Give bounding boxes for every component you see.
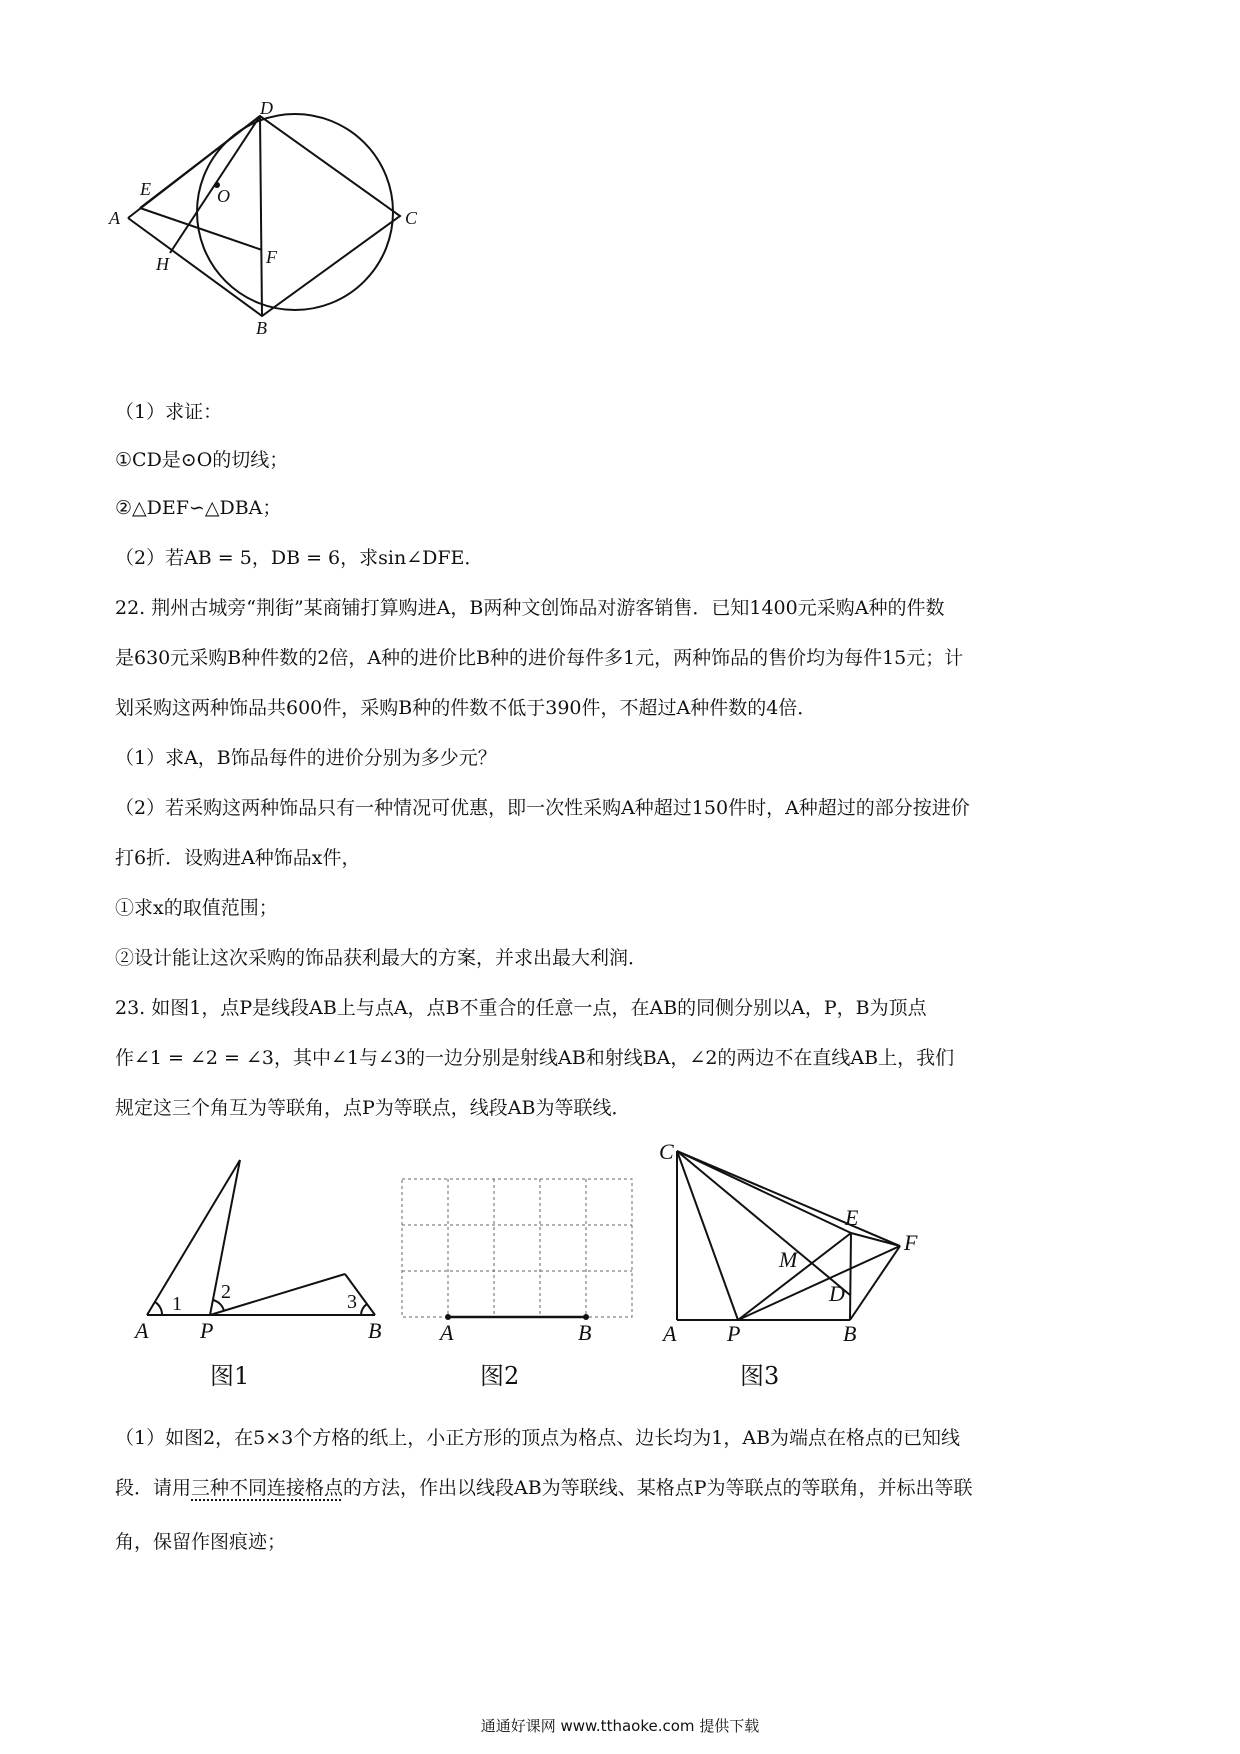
fig3-segment-be	[850, 1233, 851, 1320]
fig1-angle-3: 3	[347, 1291, 357, 1313]
fig3-label-b: B	[843, 1321, 857, 1345]
fig2-grid-border	[402, 1179, 632, 1317]
figure-2	[385, 1150, 655, 1340]
fig2-label-b: B	[578, 1320, 592, 1340]
label-b: B	[256, 318, 267, 338]
label-h: H	[156, 254, 169, 274]
q23-line1: 23. 如图1，点P是线段AB上与点A，点B不重合的任意一点，在AB的同侧分别以A，P，B为顶点	[115, 997, 927, 1019]
fig3-label-e: E	[845, 1205, 859, 1230]
q23-part1-line2-pre: 段．请用	[115, 1477, 192, 1499]
fig1-label-b: B	[368, 1318, 382, 1340]
fig3-caption: 图3	[740, 1362, 780, 1390]
label-e: E	[140, 179, 151, 199]
q22-sub1: ①求x的取值范围；	[115, 897, 278, 919]
q22-sub2: ②设计能让这次采购的饰品获利最大的方案，并求出最大利润．	[115, 947, 648, 969]
segment-de	[140, 116, 260, 208]
q23-part1-line3: 角，保留作图痕迹；	[115, 1531, 287, 1553]
fig1-arc-3	[361, 1304, 367, 1315]
circle-o	[197, 114, 393, 310]
label-a: A	[109, 208, 120, 228]
q22-part2-line2: 打6折．设购进A种饰品x件，	[115, 847, 361, 869]
figure-3	[655, 1125, 945, 1345]
circle-rhombus-figure	[100, 100, 500, 380]
q21-item2: ②△DEF∽△DBA；	[115, 497, 282, 519]
fig3-label-d: D	[829, 1281, 845, 1306]
label-f: F	[266, 247, 277, 267]
fig2-caption: 图2	[480, 1362, 520, 1390]
q21-part1: （1）求证：	[115, 401, 223, 423]
fig1-angle-1: 1	[172, 1293, 182, 1315]
fig1-label-a: A	[135, 1318, 149, 1340]
q23-part1-line2-post: 的方法，作出以线段AB为等联线、某格点P为等联点的等联角，并标出等联	[343, 1477, 973, 1499]
label-c: C	[405, 208, 418, 228]
fig1-angle-2: 2	[221, 1281, 231, 1303]
page-footer: 通通好课网 www.tthaoke.com 提供下载	[480, 1717, 760, 1735]
fig3-label-p: P	[727, 1321, 741, 1345]
fig3-segment-cf	[677, 1151, 900, 1246]
fig1-arc-1	[155, 1302, 162, 1315]
segment-db	[260, 116, 262, 316]
fig1-caption: 图1	[210, 1362, 250, 1390]
segment-ef	[140, 208, 262, 250]
q21-item1: ①CD是⊙O的切线；	[115, 449, 289, 471]
label-d: D	[260, 100, 273, 118]
figure-1	[125, 1150, 395, 1340]
q22-part2-line1: （2）若采购这两种饰品只有一种情况可优惠，即一次性采购A种超过150件时，A种超过的部分按进价	[115, 797, 970, 819]
q22-line3: 划采购这两种饰品共600件，采购B种的件数不低于390件，不超过A种件数的4倍．	[115, 697, 817, 719]
q23-line2: 作∠1 = ∠2 = ∠3，其中∠1与∠3的一边分别是射线AB和射线BA，∠2的两边不在直线AB上，我们	[115, 1047, 955, 1069]
fig3-label-c: C	[659, 1139, 674, 1164]
q23-part1-line1: （1）如图2，在5×3个方格的纸上，小正方形的顶点为格点、边长均为1，AB为端点在格点的已知线	[115, 1427, 961, 1449]
q22-part1: （1）求A，B饰品每件的进价分别为多少元？	[115, 747, 497, 769]
q21-part2: （2）若AB = 5，DB = 6，求sin∠DFE．	[115, 547, 484, 569]
fig1-label-p: P	[200, 1318, 214, 1340]
fig3-label-f: F	[904, 1230, 918, 1255]
label-o: O	[217, 186, 230, 206]
q23-emphasis-dotted: 三种不同连接格点	[191, 1477, 344, 1499]
q23-line3: 规定这三个角互为等联角，点P为等联点，线段AB为等联线．	[115, 1097, 631, 1119]
fig3-label-a: A	[663, 1321, 677, 1345]
q23-part1-line2	[115, 1474, 1125, 1502]
fig3-label-m: M	[779, 1247, 798, 1272]
fig2-label-a: A	[440, 1320, 454, 1340]
q22-line1: 22. 荆州古城旁“荆街”某商铺打算购进A，B两种文创饰品对游客销售．已知1400元采购A种的件数	[115, 597, 945, 619]
q22-line2: 是630元采购B种件数的2倍，A种的进价比B种的进价每件多1元，两种饰品的售价均为每件15元；计	[115, 647, 964, 669]
